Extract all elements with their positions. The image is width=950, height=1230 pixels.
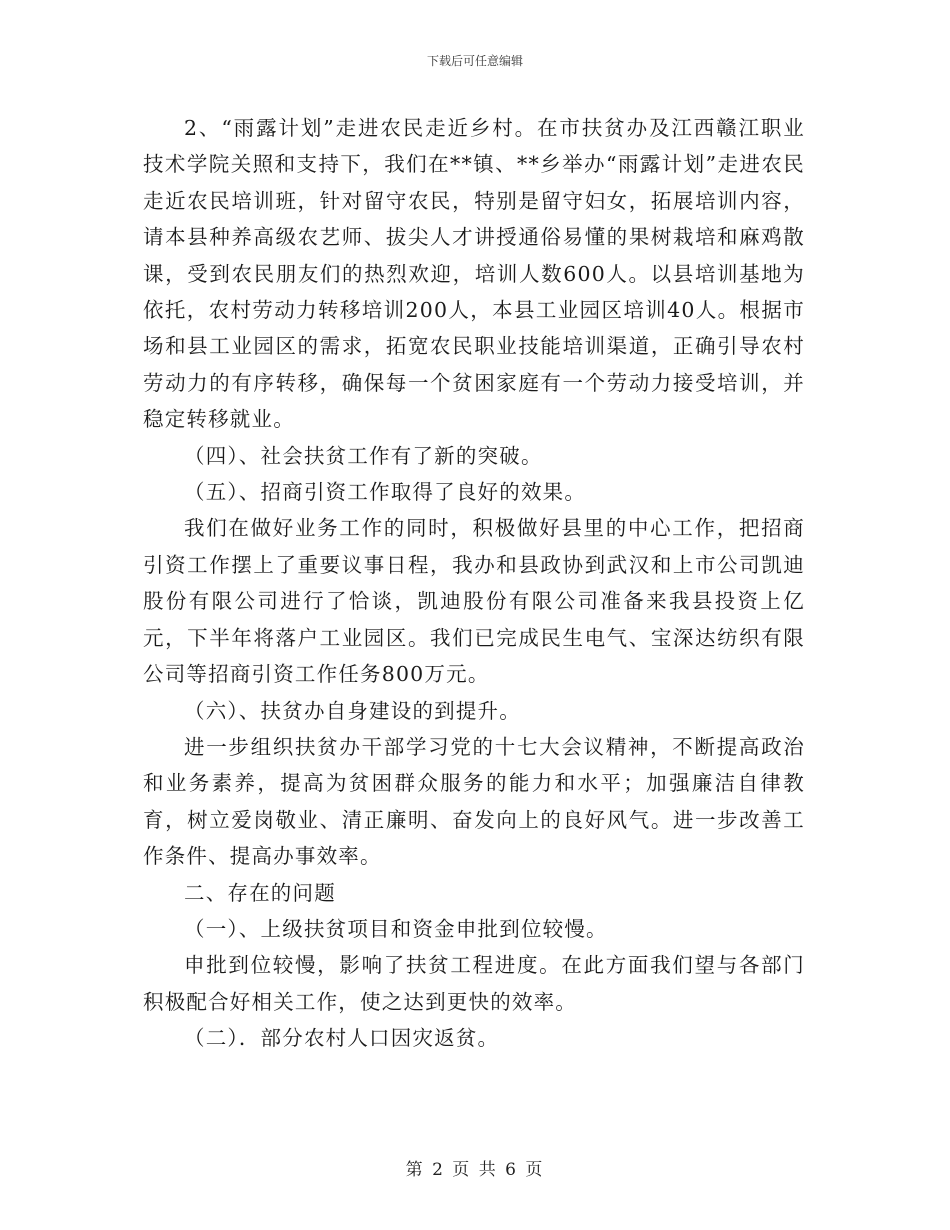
paragraph-self-construction: 进一步组织扶贫办干部学习党的十七大会议精神，不断提高政治和业务素养，提高为贫困群众服务的能力和水平；加强廉洁自律教育，树立爱岗敬业、清正廉明、奋发向上的良好风气。进一步改善工作条件、提高办事效率。 xyxy=(143,734,805,869)
heading-investment: （五）、招商引资工作取得了良好的效果。 xyxy=(184,480,587,505)
heading-approval-slow: （一）、上级扶贫项目和资金申批到位较慢。 xyxy=(184,916,608,941)
header-note: 下载后可任意编辑 xyxy=(426,54,523,68)
heading-return-poverty: （二）．部分农村人口因灾返贫。 xyxy=(184,1026,500,1051)
heading-social-poverty: （四）、社会扶贫工作有了新的突破。 xyxy=(184,443,543,468)
paragraph-yulu-plan: 2、“雨露计划”走进农民走近乡村。在市扶贫办及江西赣江职业技术学院关照和支持下，我们在**镇、**乡举办“雨露计划”走进农民走近农民培训班，针对留守农民，特别是留守妇女，拓展培训内容，请本县种养高级农艺师、拔尖人才讲授通俗易懂的果树栽培和麻鸡散课，受到农民朋友们的热烈欢迎，培训人数600人。以县培训基地为依托，农村劳动力转移培训200人，本县工业园区培训40人。根据市场和县工业园区的需求，拓宽农民职业技能培训渠道，正确引导农村劳动力的有序转移，确保每一个贫困家庭有一个劳动力接受培训，并稳定转移就业。 xyxy=(143,116,805,432)
heading-problems: 二、存在的问题 xyxy=(184,880,336,905)
heading-self-construction: （六）、扶贫办自身建设的到提升。 xyxy=(184,698,521,723)
paragraph-approval-slow: 申批到位较慢，影响了扶贫工程进度。在此方面我们望与各部门积极配合好相关工作，使之达到更快的效率。 xyxy=(143,953,805,1014)
page-number: 第 2 页 共 6 页 xyxy=(405,1160,545,1180)
paragraph-investment: 我们在做好业务工作的同时，积极做好县里的中心工作，把招商引资工作摆上了重要议事日程，我办和县政协到武汉和上市公司凯迪股份有限公司进行了恰谈，凯迪股份有限公司准备来我县投资上亿元，下半年将落户工业园区。我们已完成民生电气、宝深达纺织有限公司等招商引资工作任务800万元。 xyxy=(143,516,805,687)
document-body xyxy=(143,110,805,1057)
